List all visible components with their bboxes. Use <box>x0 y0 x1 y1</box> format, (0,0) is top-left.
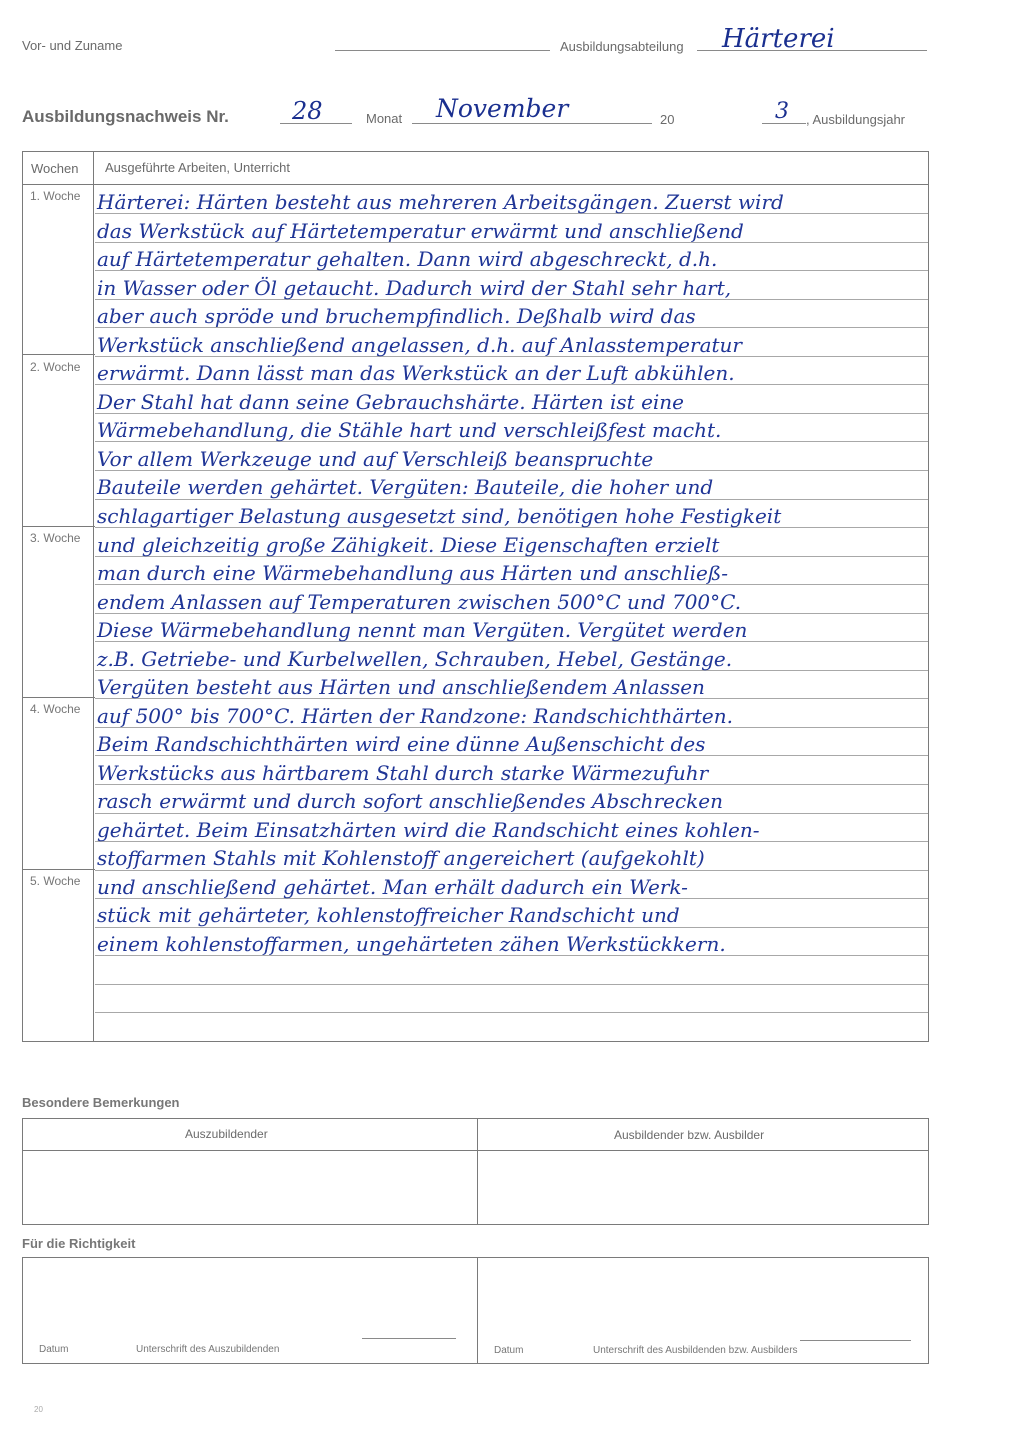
entry-line: erwärmt. Dann lässt man das Werkstück an der Luft abkühlen. <box>97 361 735 385</box>
entry-line: einem kohlenstoffarmen, ungehärteten zähen Werkstückkern. <box>97 932 726 956</box>
year-prefix: 20 <box>660 112 675 127</box>
remarks-trainer-header: Ausbildender bzw. Ausbilder <box>614 1128 765 1142</box>
entry-line: Diese Wärmebehandlung nennt man Vergüten. Vergütet werden <box>97 618 748 642</box>
week-label-1: 1. Woche <box>30 189 81 203</box>
certify-sign-right: Unterschrift des Ausbildenden bzw. Ausbilders <box>593 1345 798 1356</box>
certify-title: Für die Richtigkeit <box>22 1236 136 1251</box>
training-year-value: 3 <box>775 99 789 124</box>
week-divider <box>22 697 95 698</box>
sign-line-left <box>362 1338 456 1339</box>
table-header-divider <box>22 184 929 185</box>
remarks-box <box>22 1118 929 1225</box>
sign-line-right <box>800 1340 911 1341</box>
remarks-trainee-header: Auszubildender <box>185 1127 268 1141</box>
week-divider <box>22 869 95 870</box>
certify-sign-left: Unterschrift des Auszubildenden <box>136 1344 280 1355</box>
entry-line: man durch eine Wärmebehandlung aus Härten und anschließ- <box>97 561 728 585</box>
entry-line: gehärtet. Beim Einsatzhärten wird die Randschicht eines kohlen- <box>97 818 760 842</box>
week-label-3: 3. Woche <box>30 531 81 545</box>
name-label: Vor- und Zuname <box>22 38 123 53</box>
remarks-header-divider <box>22 1150 929 1151</box>
training-year-label: , Ausbildungsjahr <box>806 112 906 127</box>
week-divider <box>22 526 95 527</box>
report-number: 28 <box>292 97 323 125</box>
entry-line: Vergüten besteht aus Härten und anschließendem Anlassen <box>97 675 705 699</box>
page-mark: 20 <box>34 1405 43 1414</box>
entry-line: Beim Randschichthärten wird eine dünne Außenschicht des <box>97 732 706 756</box>
entry-line: auf 500° bis 700°C. Härten der Randzone: Randschichthärten. <box>97 704 733 728</box>
entry-line: Der Stahl hat dann seine Gebrauchshärte. Härten ist eine <box>97 390 685 414</box>
ruled-line <box>95 984 928 985</box>
week-divider <box>22 354 95 355</box>
entry-line: z.B. Getriebe- und Kurbelwellen, Schrauben, Hebel, Gestänge. <box>97 647 733 671</box>
certify-date-right: Datum <box>494 1345 524 1356</box>
entry-line: rasch erwärmt und durch sofort anschließendes Abschrecken <box>97 789 723 813</box>
col-weeks-header: Wochen <box>31 161 79 176</box>
week-label-2: 2. Woche <box>30 360 81 374</box>
certify-divider <box>477 1257 478 1364</box>
entry-line: aber auch spröde und bruchempfindlich. Deßhalb wird das <box>97 304 696 328</box>
week-label-4: 4. Woche <box>30 702 81 716</box>
name-underline <box>335 50 550 51</box>
remarks-title: Besondere Bemerkungen <box>22 1095 180 1110</box>
department-label: Ausbildungsabteilung <box>560 39 684 54</box>
entry-line: auf Härtetemperatur gehalten. Dann wird abgeschreckt, d.h. <box>97 247 718 271</box>
month-underline <box>412 123 652 124</box>
entry-line: Werkstück anschließend angelassen, d.h. auf Anlasstemperatur <box>97 333 742 357</box>
entry-line: und anschließend gehärtet. Man erhält dadurch ein Werk- <box>97 875 688 899</box>
week-label-5: 5. Woche <box>30 874 81 888</box>
ruled-line <box>95 1012 928 1013</box>
weeks-column-divider <box>93 151 94 1042</box>
remarks-divider <box>477 1118 478 1225</box>
entry-line: das Werkstück auf Härtetemperatur erwärmt und anschließend <box>97 219 744 243</box>
entry-line: Härterei: Härten besteht aus mehreren Arbeitsgängen. Zuerst wird <box>97 190 784 214</box>
entry-line: schlagartiger Belastung ausgesetzt sind, benötigen hohe Festigkeit <box>97 504 782 528</box>
entry-line: Werkstücks aus härtbarem Stahl durch starke Wärmezufuhr <box>97 761 709 785</box>
entry-line: in Wasser oder Öl getaucht. Dadurch wird der Stahl sehr hart, <box>97 276 732 300</box>
entry-line: stoffarmen Stahls mit Kohlenstoff angereichert (aufgekohlt) <box>97 846 705 870</box>
col-work-header: Ausgeführte Arbeiten, Unterricht <box>105 160 290 175</box>
entry-line: Vor allem Werkzeuge und auf Verschleiß beanspruchte <box>97 447 654 471</box>
department-value: Härterei <box>722 24 835 54</box>
month-label: Monat <box>366 111 403 126</box>
entry-line: stück mit gehärteter, kohlenstoffreicher Randschicht und <box>97 903 680 927</box>
entry-line: und gleichzeitig große Zähigkeit. Diese Eigenschaften erzielt <box>97 533 720 557</box>
entry-line: Wärmebehandlung, die Stähle hart und verschleißfest macht. <box>97 418 722 442</box>
entry-line: Bauteile werden gehärtet. Vergüten: Bauteile, die hoher und <box>97 475 714 499</box>
certify-date-left: Datum <box>39 1344 69 1355</box>
month-value: November <box>436 94 569 123</box>
entry-line: endem Anlassen auf Temperaturen zwischen 500°C und 700°C. <box>97 590 742 614</box>
report-title: Ausbildungsnachweis Nr. <box>22 107 229 126</box>
